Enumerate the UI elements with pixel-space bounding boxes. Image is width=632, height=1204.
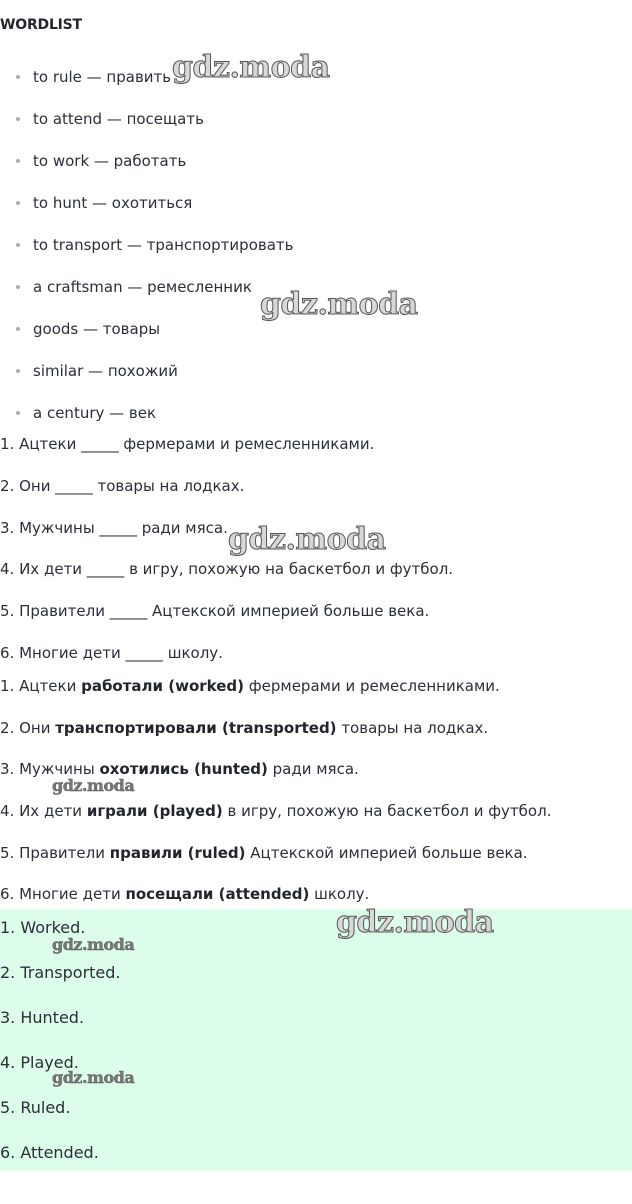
answer-line: 4. Played. (0, 1053, 79, 1072)
exercise-sentence: 4. Их дети _____ в игру, похожую на баскетбол и футбол. (0, 560, 454, 578)
watermark-logo: gdz.moda (260, 287, 418, 322)
wordlist-entry: a craftsman — ремесленник (33, 278, 252, 296)
solution-prefix: 5. Правители (0, 844, 110, 862)
wordlist-entry: similar — похожий (33, 362, 178, 380)
solution-answer: играли (played) (86, 802, 223, 820)
solution-sentence (0, 675, 500, 697)
exercise-sentence: 3. Мужчины _____ ради мяса. (0, 519, 228, 537)
wordlist-entry: to attend — посещать (33, 110, 204, 128)
wordlist-entry: goods — товары (33, 320, 161, 338)
bullet-icon (16, 243, 20, 247)
solution-answer: транспортировали (transported) (55, 719, 337, 737)
solution-suffix: ради мяса. (267, 760, 359, 778)
solution-prefix: 4. Их дети (0, 802, 87, 820)
solution-answer: охотились (hunted) (99, 760, 268, 778)
solution-suffix: товары на лодках. (336, 719, 489, 737)
solution-suffix: фермерами и ремесленниками. (244, 677, 500, 695)
bullet-icon (16, 369, 20, 373)
solution-sentence (0, 883, 369, 905)
answer-line: 2. Transported. (0, 963, 121, 982)
watermark-logo: gdz.moda (52, 1068, 135, 1087)
solution-prefix: 1. Ацтеки (0, 677, 82, 695)
exercise-sentence: 5. Правители _____ Ацтекской империей больше века. (0, 602, 430, 620)
bullet-icon (16, 201, 20, 205)
solution-suffix: Ацтекской империей больше века. (245, 844, 528, 862)
watermark-logo: gdz.moda (228, 522, 386, 557)
wordlist-entry: a century — век (33, 404, 157, 422)
solution-answer: посещали (attended) (125, 885, 310, 903)
bullet-icon (16, 117, 20, 121)
wordlist-entry: to transport — транспортировать (33, 236, 294, 254)
bullet-icon (16, 75, 20, 79)
exercise-sentence: 2. Они _____ товары на лодках. (0, 477, 245, 495)
solution-suffix: в игру, похожую на баскетбол и футбол. (222, 802, 552, 820)
solution-suffix: школу. (309, 885, 370, 903)
exercise-sentence: 6. Многие дети _____ школу. (0, 644, 223, 662)
watermark-logo: gdz.moda (172, 50, 330, 85)
bullet-icon (16, 285, 20, 289)
wordlist-entry: to work — работать (33, 152, 187, 170)
wordlist-entry: to hunt — охотиться (33, 194, 193, 212)
solution-prefix: 6. Многие дети (0, 885, 126, 903)
exercise-sentence: 1. Ацтеки _____ фермерами и ремесленниками. (0, 435, 375, 453)
solution-sentence (0, 800, 551, 822)
bullet-icon (16, 159, 20, 163)
solution-prefix: 3. Мужчины (0, 760, 100, 778)
solution-sentence (0, 842, 528, 864)
bullet-icon (16, 411, 20, 415)
solution-prefix: 2. Они (0, 719, 56, 737)
answer-line: 5. Ruled. (0, 1098, 71, 1117)
answer-line: 3. Hunted. (0, 1008, 85, 1027)
wordlist-title: WORDLIST (0, 17, 82, 33)
wordlist-entry: to rule — править (33, 68, 172, 86)
watermark-logo: gdz.moda (52, 935, 135, 954)
answer-line: 6. Attended. (0, 1143, 99, 1162)
bullet-icon (16, 327, 20, 331)
solution-answer: работали (worked) (81, 677, 245, 695)
watermark-logo: gdz.moda (336, 905, 494, 940)
answer-line: 1. Worked. (0, 918, 86, 937)
solution-answer: правили (ruled) (109, 844, 246, 862)
watermark-logo: gdz.moda (52, 776, 135, 795)
solution-sentence (0, 717, 488, 739)
